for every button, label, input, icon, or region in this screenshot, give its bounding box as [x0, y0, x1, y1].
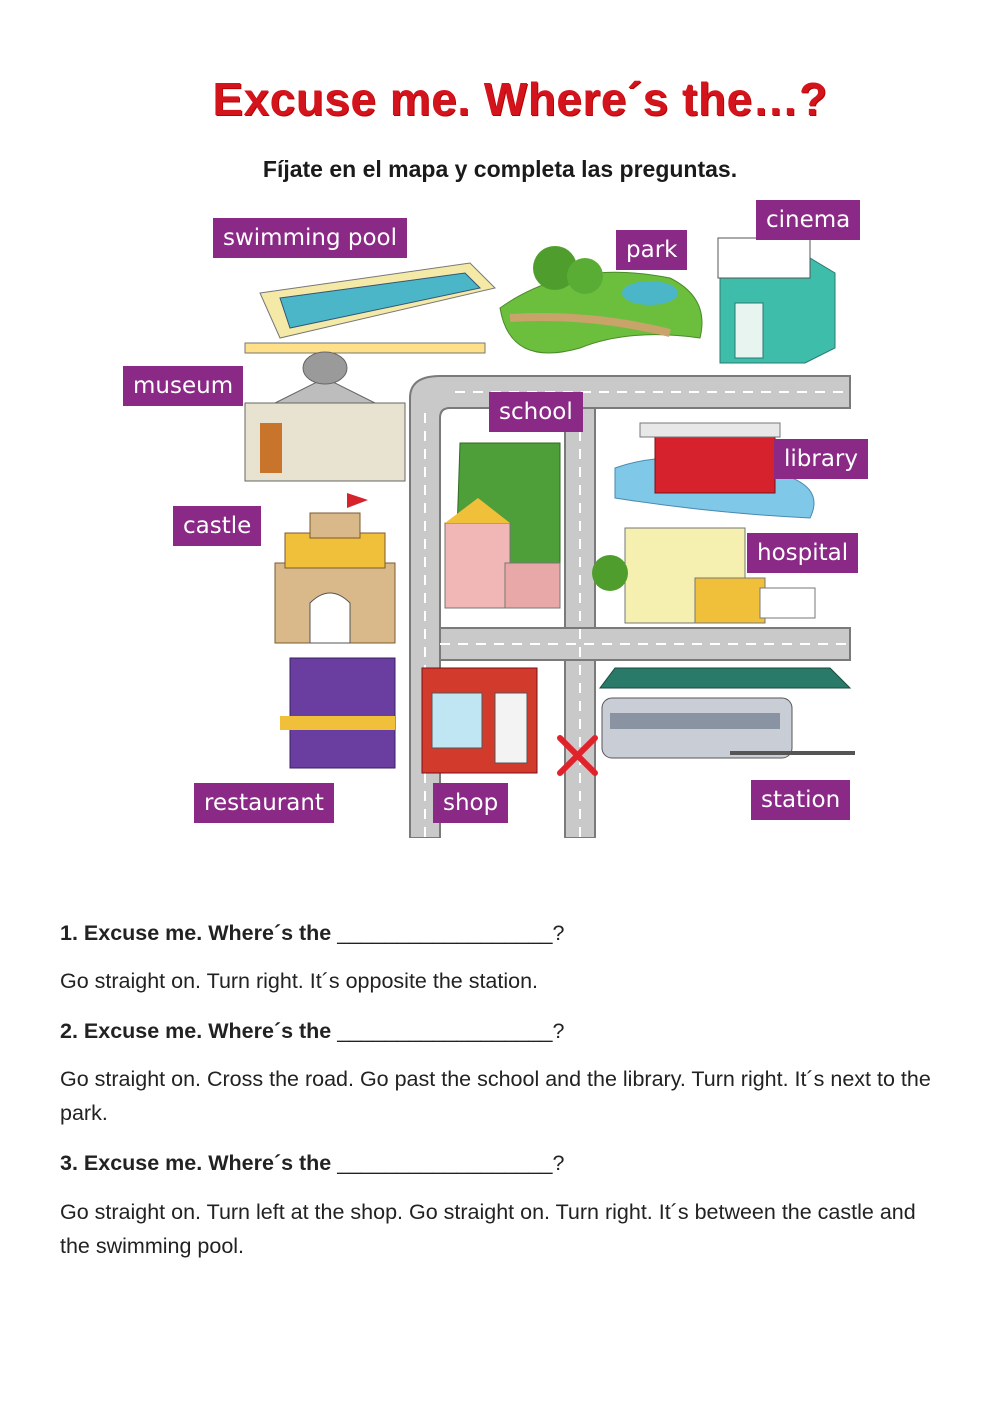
- station-illustration: [600, 668, 855, 758]
- castle-illustration: [275, 493, 395, 643]
- map-label-shop: shop: [433, 783, 508, 823]
- map-label-restaurant: restaurant: [194, 783, 334, 823]
- answer-blank-3[interactable]: __________________: [337, 1151, 553, 1175]
- shop-illustration: [422, 668, 537, 773]
- pool-illustration: [245, 263, 495, 353]
- directions-2: Go straight on. Cross the road. Go past the school and the library. Turn right. It´s next to the park.: [60, 1067, 931, 1125]
- map-label-school: school: [489, 392, 583, 432]
- map-label-swimming-pool: swimming pool: [213, 218, 407, 258]
- map-label-cinema: cinema: [756, 200, 860, 240]
- town-map: [110, 198, 870, 838]
- restaurant-illustration: [280, 658, 395, 768]
- school-illustration: [445, 443, 560, 608]
- map-label-museum: museum: [123, 366, 243, 406]
- directions-1: Go straight on. Turn right. It´s opposite the station.: [60, 969, 539, 993]
- map-label-library: library: [774, 439, 868, 479]
- question-2: 2. Excuse me. Where´s the __________________?: [60, 1019, 565, 1043]
- question-3: 3. Excuse me. Where´s the __________________?: [60, 1151, 565, 1175]
- page-title: Excuse me. Where´s the…?: [212, 73, 828, 125]
- question-1: 1. Excuse me. Where´s the __________________?: [60, 921, 565, 945]
- directions-3: Go straight on. Turn left at the shop. Go straight on. Turn right. It´s between the castle and the swimming pool.: [60, 1200, 916, 1258]
- map-label-hospital: hospital: [747, 533, 858, 573]
- cinema-illustration: [718, 238, 835, 363]
- answer-blank-1[interactable]: __________________: [337, 921, 553, 945]
- answer-blank-2[interactable]: __________________: [337, 1019, 553, 1043]
- map-label-station: station: [751, 780, 850, 820]
- map-label-park: park: [616, 230, 687, 270]
- map-label-castle: castle: [173, 506, 261, 546]
- museum-illustration: [245, 352, 405, 481]
- page-subtitle: Fíjate en el mapa y completa las preguntas.: [262, 156, 738, 182]
